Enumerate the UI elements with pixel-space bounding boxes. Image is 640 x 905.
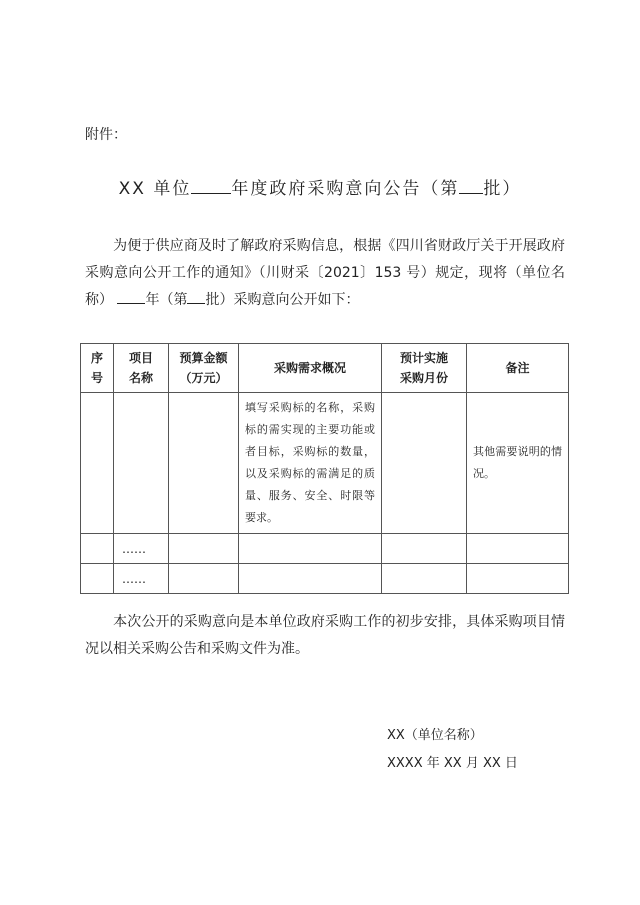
ellipsis-cell: …… (114, 534, 169, 564)
ellipsis-cell: …… (114, 564, 169, 594)
intro-paragraph (85, 233, 565, 314)
remarks-note: 其他需要说明的情况。 (467, 393, 569, 534)
title-year-blank (191, 176, 231, 194)
table-row (81, 564, 569, 594)
intro-part1: 为便于供应商及时了解政府采购信息，根据《四川省财政厅关于开展政府采购意向公开工作的通知》（川财采〔2021〕153 号）规定，现将（单位名称） (85, 238, 565, 308)
header-budget: 预算金额（万元） (169, 344, 239, 393)
header-index: 序号 (81, 344, 114, 393)
title-suffix: 批） (483, 179, 522, 199)
intro-part3: 批）采购意向公开如下： (205, 292, 360, 308)
intro-part2: 年（第 (145, 292, 188, 308)
demand-description: 填写采购标的名称，采购标的需实现的主要功能或者目标，采购标的数量，以及采购标的需满足的质量、服务、安全、时限等要求。 (239, 393, 382, 534)
signature-date: XXXX 年 XX 月 XX 日 (387, 756, 518, 771)
title-batch-blank (459, 176, 483, 194)
title-middle: 年度政府采购意向公告（第 (231, 179, 460, 199)
signature-unit: XX（单位名称） (387, 728, 483, 743)
header-planned-month: 预计实施采购月份 (382, 344, 467, 393)
attachment-label: 附件： (85, 127, 127, 143)
title-prefix: XX 单位 (118, 179, 192, 199)
document-title (60, 174, 580, 199)
table-header-row (81, 344, 569, 393)
intro-batch-blank (187, 289, 205, 304)
closing-text: 本次公开的采购意向是本单位政府采购工作的初步安排，具体采购项目情况以相关采购公告和采购文件为准。 (85, 614, 565, 657)
table-row (81, 534, 569, 564)
procurement-table (80, 343, 569, 594)
table-row (81, 393, 569, 534)
intro-year-blank (117, 289, 145, 304)
header-demand-overview: 采购需求概况 (239, 344, 382, 393)
header-project-name: 项目名称 (114, 344, 169, 393)
header-remarks: 备注 (467, 344, 569, 393)
closing-paragraph (85, 609, 565, 663)
